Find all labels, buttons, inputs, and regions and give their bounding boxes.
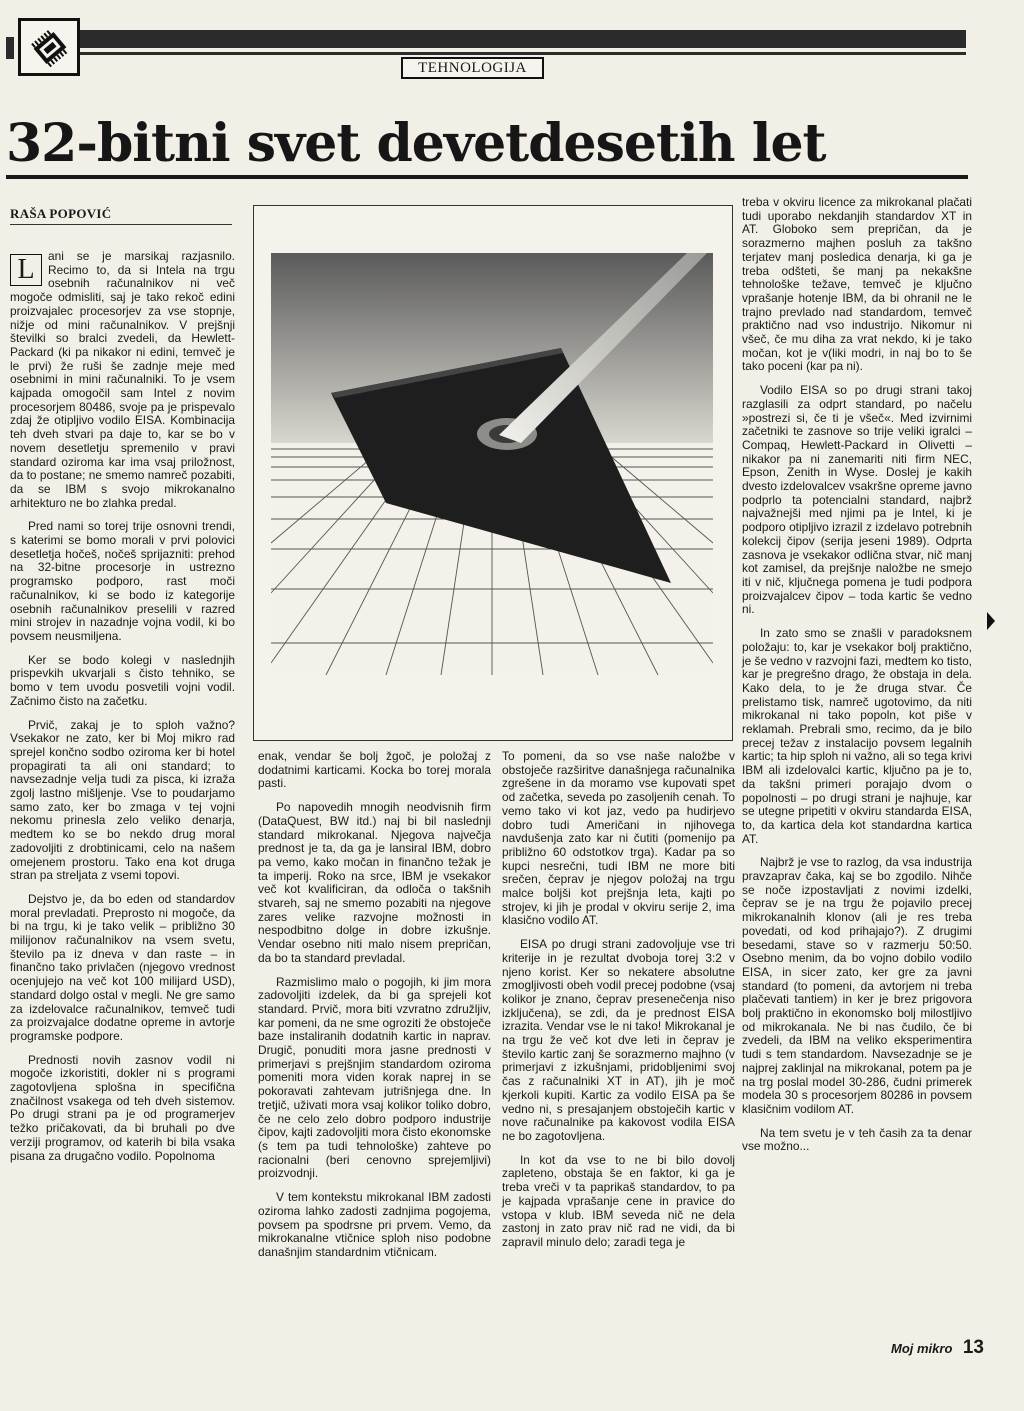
paragraph: Razmislimo malo o pogojih, ki jim mora zadovoljiti izdelek, da bi ga sprejeli kot standard. Prvič, mora biti vzvratno združljiv, kar pomeni, da ne sme ogroziti že obstoječe baze instaliranih dodatnih kartic in naprav. Drugič, ponuditi mora jasne prednosti v primerjavi s prejšnjim standardom oziroma pomeniti mora viden korak naprej in se pokoravati zahtevam jutrišnjega dne. In tretjič, uživati mora vsaj kolikor toliko dobro, če ne celo zelo dobro podporo industrije čipov, kajti zadovoljiti mora čisto ekonomske (s tem pa tudi tehnološke) zahteve po racionalni (beri cenovno sprejemljivi) proizvodnji. bbox=[258, 974, 491, 1181]
page-number: 13 bbox=[962, 1337, 984, 1358]
section-label: TEHNOLOGIJA bbox=[401, 57, 544, 79]
paragraph: Dejstvo je, da bo eden od standardov moral prevladati. Preprosto ni mogoče, da bi na trgu, ki je tako velik – približno 30 milijonov računalnikov na vsem svetu, število pa iz dneva v dan raste – in finančno tako privlačen (njegovo vrednost ocenjujejo na več kot 100 milijard USD), standard dolgo ostal v megli. Ne gre samo za izdelovalce računalnikov, temveč tudi za proizvajalce dodatne opreme in avtorje programske podpore. bbox=[10, 891, 235, 1043]
illustration-frame bbox=[253, 205, 733, 741]
paragraph: To pomeni, da so vse naše naložbe v obstoječe razširitve današnjega računalnika zgrešene in da moramo vse kupovati spet od začetka, seveda po zasoljenih cenah. To vemo tako vi kot jaz, vedo pa hudirjevo dobro tudi Američani in njihovega navdušenja zato kar ni čutiti (pomenijo pa približno 60 odstotkov trga). Kadar pa so kupci nesrečni, tudi IBM ne more biti srečen, čeprav je njegov položaj na trgu malce boljši kot prejšnja leta, kajti po strojev, ki jih je prodal v okviru serije 2, ima klasično vodilo AT. bbox=[502, 749, 735, 928]
column-4 bbox=[742, 196, 972, 1164]
paragraph: In kot da vse to ne bi bilo dovolj zapleteno, obstaja še en faktor, ki ga je treba vreči v ta paprikaš standardov, to pa je kajpada vprašanje cene in pravice do vstopa v klub. IBM seveda nič ne dela zastonj in zato prav nič rad ne vidi, da bi zapravil minulo delo; zaradi tega je bbox=[502, 1152, 735, 1249]
paragraph: In zato smo se znašli v paradoksnem položaju: to, kar je vsekakor bolj praktično, je še vedno v razvojni fazi, medtem ko tisto, kar je pregrešno drago, že obstaja in dela. Kako dela, to je že druga stvar. Če prelistamo tisk, namreč ugotovimo, da niti mikrokanal ni tako popoln, kot piše v reklamah. Prebrali smo, recimo, da je bilo precej težav z instalacijo povsem legalnih kartic; ta hip sploh ni važno, ali so tega krivi IBM ali izdelovalci kartic, ključno pa je to, da takšni primeri porajajo dvom o popolnosti – po drugi strani je najhuje, kar se utegne pripetiti v okviru standarda EISA, to, da kartica dela kot standardna kartica AT. bbox=[742, 626, 972, 846]
header-rule bbox=[80, 52, 966, 55]
byline-rule bbox=[10, 224, 232, 225]
paragraph: enak, vendar še bolj žgoč, je položaj z dodatnimi karticami. Kocka bo torej morala pasti. bbox=[258, 749, 491, 791]
paragraph: Po napovedih mnogih neodvisnih firm (DataQuest, BW itd.) naj bi bil naslednji standard mikrokanal. Njegova največja prednost je ta, da ga je lansiral IBM, dobro pa vemo, kako močan in finančno težak je ta imperij. Roko na srce, IBM je vsekakor več kot kvalificiran, da odloča o takšnih stvareh, saj ne smemo pozabiti na njegove zares velike razvojne možnosti in nespodbitno dolge in dobre izkušnje. Vendar osebno niti malo nisem prepričan, da bo ta standard prevladal. bbox=[258, 800, 491, 965]
continue-arrow-icon bbox=[985, 612, 997, 630]
chip-icon bbox=[25, 24, 75, 72]
article-title: 32-bitni svet devetdesetih let bbox=[6, 113, 826, 174]
paragraph: Vodilo EISA so po drugi strani takoj razglasili za odprt standard, po načelu »postrezi si, če ti je všeč«. Med izvirnimi začetniki te zasnove so trije veliki igralci – Compaq, Hewlett-Packard in Olivetti – nikakor pa ni zanemariti niti firm NEC, Epson, Zenith in Wyse. Doslej je kakih dvesto izdelovalcev vsakršne opreme javno podprlo ta potencialni standard, najbrž najvažnejši med njimi pa je Intel, ki je podporo otipljivo izrazil z izdelavo potrebnih kolekcij čipov (serija jeseni 1989). Odprta zasnova je vsekakor odlična stvar, nič manj kot zamisel, da prejšnje naložbe ne smejo iti v nič, ključnega pomena je tudi podpora proizvajalcev čipov – toda kartic še vedno ni. bbox=[742, 383, 972, 617]
paragraph: Na tem svetu je v teh časih za ta denar vse možno... bbox=[742, 1125, 972, 1154]
paragraph: Najbrž je vse to razlog, da vsa industrija pravzaprav čaka, kaj se bo zgodilo. Nihče se noče izpostavljati z novimi izdelki, čeprav se je na trgu že pojavilo precej mikrokanalnih klonov (ali je res treba povedati, od kod prihajajo?). Z drugimi besedami, stave so v razmerju 50:50. Osebno menim, da bo vojno dobilo vodilo EISA, in sicer zato, ker gre za javni standard (to pomeni, da avtorjem ni treba plačevati tantiem) in ker je brez prigovora bolj praktično in ekonomsko bolj milostljivo od mikrokanala. Ne bi nas čudilo, če bi zvedeli, da IBM na veliko eksperimentira tudi s tem standardom. Navsezadnje se je najprej zaklinjal na mikrokanal, potem pa je na trg poslal model 30-286, čudni primerek modela 30 s procesorjem 80286 in povsem klasičnim vodilom AT. bbox=[742, 855, 972, 1116]
paragraph: Prednosti novih zasnov vodil ni mogoče izkoristiti, dokler ni s programi zagotovljena splošna in specifična značilnost vsakega od teh dveh sistemov. Po drugi strani pa je od programerjev težko pričakovati, da bi bruhali po dve verziji programov, od katerih bi bila vsaka pisana za drugačno vodilo. Popolnoma bbox=[10, 1052, 235, 1163]
column-3 bbox=[502, 750, 735, 1260]
paragraph: Prvič, zakaj je to sploh važno? Vsekakor ne zato, ker bi Moj mikro rad sprejel končno sodbo oziroma ker bi hotel propagirati ta ali oni standard; to navsezadnje velja tudi za pisca, ki izraža zgolj lastno mišljenje. Vse to poudarjamo samo zato, ker bo zmaga v tej vojni nekomu prinesla zelo veliko denarja, medtem ko se bo nekdo drug moral zadovoljiti z drobtinicami, celo na našem omejenem prostoru. Tako ena kot druga stran pa streljata z vsemi topovi. bbox=[10, 717, 235, 883]
header-bar bbox=[80, 30, 966, 48]
paragraph: ani se je marsikaj razjasnilo. Recimo to, da si Intela na trgu osebnih računalnikov ni več mogoče odmisliti, saj je tako rekoč edini proizvajalec procesorjev za vse stopnje, nižje od mini računalnikov. V prejšnji številki so bralci zvedeli, da Hewlett-Packard (ki pa nikakor ni edini, temveč je le prvi) že ruši še zadnje meje med osebnimi in mini računalniki. To je vsem kajpada omogočil sam Intel z novim procesorjem 80486, svoje pa je prispevalo zdaj že otipljivo vodilo EISA. Kombinacija teh dveh stvari pa daje to, kar se bo v novem desetletju spremenilo v pravi standard oziroma kar ima vsaj priložnost, da to postane; ne smemo namreč pozabiti, da se IBM s svojo mikrokanalno arhitekturo ne bo zlahka predal. bbox=[10, 249, 235, 510]
chip-logo bbox=[18, 18, 80, 76]
edge-mark bbox=[6, 37, 14, 59]
page-footer bbox=[891, 1337, 984, 1359]
paragraph: treba v okviru licence za mikrokanal plačati tudi uporabo nekdanjih standardov XT in AT. Globoko sem prepričan, da je sorazmerno majhen posluh za takšno terjatev manj posledica denarja, ki ga je treba odšteti, še manj pa nekakšne tehnološke težave, temveč je ključno vprašanje hotenje IBM, da bi ohranil ne le trajno prevlado nad standardom, temveč praktično nad vso industrijo. Nikomur ni všeč, če mu diha za vrat nekdo, ki je tako močan, kot je v(liki modri, in naj bo to še tako poceni (kar pa ni). bbox=[742, 195, 972, 374]
drop-cap: L bbox=[10, 254, 42, 286]
column-2 bbox=[258, 750, 491, 1270]
paragraph: Pred nami so torej trije osnovni trendi, s katerimi se bomo morali v prvi polovici desetletja hočeš, nočeš sprijazniti: prehod na 32-bitne procesorje in ustrezno programsko podporo, rast moči računalnikov, ki se bodo iz kategorije osebnih računalnikov preselili v razred mini strojev in nazadnje vojna vodil, ki bo povsem neusmiljena. bbox=[10, 519, 235, 643]
author-byline: RAŠA POPOVIĆ bbox=[10, 206, 112, 221]
paragraph: Ker se bodo kolegi v naslednjih prispevkih ukvarjali s čisto tehniko, se bomo v tem uvodu posvetili vojni vodil. Začnimo čisto na začetku. bbox=[10, 652, 235, 708]
paragraph: EISA po drugi strani zadovoljuje vse tri kriterije in je rezultat dvoboja torej 3:2 v njeno korist. Ker so nekatere absolutne zmogljivosti obeh vodil precej podobne (vsaj kolikor je znano, čeprav presenečenja niso izključena), se zdi, da je prednost EISA izrazita. Vendar vse le ni tako! Mikrokanal je na trgu že več kot dve leti in čeprav je število kartic zanj še sorazmerno majhno (v primerjavi z izkušnjami, pridobljenimi svoj čas z računalniki XT in AT), jih je moč kjerkoli kupiti. Kartic za vodilo EISA pa še vedno ni, s presajanjem obstoječih kartic v nove računalnike pa kakovost vodila EISA ne bo zagotovljena. bbox=[502, 937, 735, 1143]
magazine-name: Moj mikro bbox=[891, 1341, 953, 1356]
title-rule bbox=[6, 175, 968, 179]
column-1 bbox=[10, 250, 235, 1173]
paragraph: V tem kontekstu mikrokanal IBM zadosti oziroma lahko zadosti zadnjima pogojema, povsem pa spodrsne pri prvem. Vemo, da mikrokanalne vtičnice sploh niso podobne današnjim standardnim vtičnicam. bbox=[258, 1190, 491, 1259]
floppy-disk-illustration bbox=[271, 253, 713, 675]
